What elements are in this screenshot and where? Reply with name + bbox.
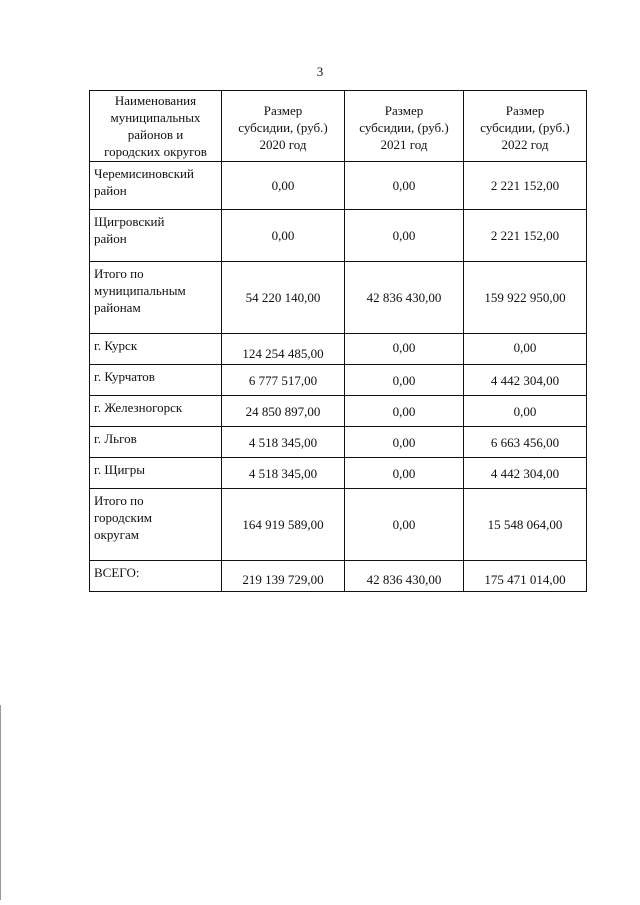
- row-name-line: округам: [94, 527, 139, 542]
- subsidy-2021-cell: 0,00: [345, 210, 464, 262]
- header-text-line: субсидии, (руб.): [238, 119, 328, 135]
- header-text-line: Размер: [263, 102, 303, 118]
- row-name-line: г. Курск: [94, 338, 138, 353]
- row-name-cell: [90, 458, 222, 489]
- table-row: [90, 162, 587, 210]
- subsidy-2020-cell: 164 919 589,00: [222, 489, 345, 561]
- subsidy-2022-cell: 0,00: [464, 334, 587, 365]
- subsidy-2020-cell: 6 777 517,00: [222, 365, 345, 396]
- subsidy-2022-cell: 2 221 152,00: [464, 162, 587, 210]
- subsidy-2020-cell: 0,00: [222, 210, 345, 262]
- table-row-grand-total: [90, 561, 587, 592]
- subsidy-2020-cell: 4 518 345,00: [222, 458, 345, 489]
- subsidy-2021-cell: 42 836 430,00: [345, 561, 464, 592]
- row-name-line: городским: [94, 510, 153, 525]
- subsidy-2022-cell: 4 442 304,00: [464, 458, 587, 489]
- header-text-line: Наименования: [114, 93, 197, 108]
- subsidy-2022-cell: 0,00: [464, 396, 587, 427]
- subsidy-2021-cell: 0,00: [345, 365, 464, 396]
- row-name-cell: [90, 561, 222, 592]
- header-text-line: 2022 год: [501, 136, 549, 152]
- row-name-cell: [90, 262, 222, 334]
- row-name-line: г. Льгов: [94, 431, 137, 446]
- subsidy-2021-cell: 0,00: [345, 334, 464, 365]
- table-row: [90, 210, 587, 262]
- header-text-line: районов и: [127, 127, 184, 142]
- subsidy-2022-cell: 15 548 064,00: [464, 489, 587, 561]
- table-row: [90, 458, 587, 489]
- row-name-line: Итого по: [94, 266, 144, 281]
- header-text-line: 2021 год: [380, 136, 428, 152]
- subsidy-2022-cell: 159 922 950,00: [464, 262, 587, 334]
- header-text-line: Размер: [505, 102, 545, 118]
- subsidy-table: [89, 90, 587, 592]
- subsidy-2020-cell: 4 518 345,00: [222, 427, 345, 458]
- row-name-cell: [90, 162, 222, 210]
- table-row: [90, 365, 587, 396]
- row-name-cell: [90, 365, 222, 396]
- header-subsidy-2021: [345, 91, 464, 162]
- header-subsidy-2022: [464, 91, 587, 162]
- header-text-line: субсидии, (руб.): [480, 119, 570, 135]
- subsidy-2020-cell: 124 254 485,00: [222, 334, 345, 365]
- subsidy-2021-cell: 42 836 430,00: [345, 262, 464, 334]
- row-name-cell: [90, 396, 222, 427]
- table-row-subtotal: [90, 262, 587, 334]
- table-row-subtotal: [90, 489, 587, 561]
- table-header-row: [90, 91, 587, 162]
- header-text-line: 2020 год: [259, 136, 307, 152]
- row-name-line: район: [94, 183, 127, 198]
- row-name-line: Черемисиновский: [94, 166, 194, 181]
- row-name-cell: [90, 334, 222, 365]
- row-name-line: г. Щигры: [94, 462, 146, 477]
- scan-edge-line: [0, 705, 1, 900]
- subsidy-2021-cell: 0,00: [345, 427, 464, 458]
- subsidy-2020-cell: 219 139 729,00: [222, 561, 345, 592]
- subsidy-2022-cell: 6 663 456,00: [464, 427, 587, 458]
- table-row: [90, 427, 587, 458]
- subsidy-2021-cell: 0,00: [345, 458, 464, 489]
- page-number: 3: [316, 64, 324, 79]
- header-subsidy-2020: [222, 91, 345, 162]
- row-name-line: г. Курчатов: [94, 369, 155, 384]
- row-name-cell: [90, 427, 222, 458]
- row-name-line: районам: [94, 300, 141, 315]
- header-text-line: Размер: [384, 102, 424, 118]
- table-row: [90, 334, 587, 365]
- subsidy-2021-cell: 0,00: [345, 396, 464, 427]
- header-text-line: муниципальных: [110, 110, 201, 125]
- subsidy-2021-cell: 0,00: [345, 489, 464, 561]
- row-name-line: район: [94, 231, 127, 246]
- row-name-cell: [90, 210, 222, 262]
- header-text-line: субсидии, (руб.): [359, 119, 449, 135]
- row-name-line: муниципальным: [94, 283, 186, 298]
- header-text-line: городских округов: [104, 144, 207, 159]
- row-name-cell: [90, 489, 222, 561]
- subsidy-2021-cell: 0,00: [345, 162, 464, 210]
- subsidy-2022-cell: 4 442 304,00: [464, 365, 587, 396]
- row-name-line: г. Железногорск: [94, 400, 183, 415]
- subsidy-2022-cell: 2 221 152,00: [464, 210, 587, 262]
- subsidy-2020-cell: 24 850 897,00: [222, 396, 345, 427]
- row-name-line: Щигровский: [94, 214, 165, 229]
- table-row: [90, 396, 587, 427]
- subsidy-2020-cell: 0,00: [222, 162, 345, 210]
- row-name-line: Итого по: [94, 493, 144, 508]
- header-municipality-name: [90, 91, 222, 162]
- subsidy-2020-cell: 54 220 140,00: [222, 262, 345, 334]
- subsidy-2022-cell: 175 471 014,00: [464, 561, 587, 592]
- row-name-line: ВСЕГО:: [94, 565, 140, 580]
